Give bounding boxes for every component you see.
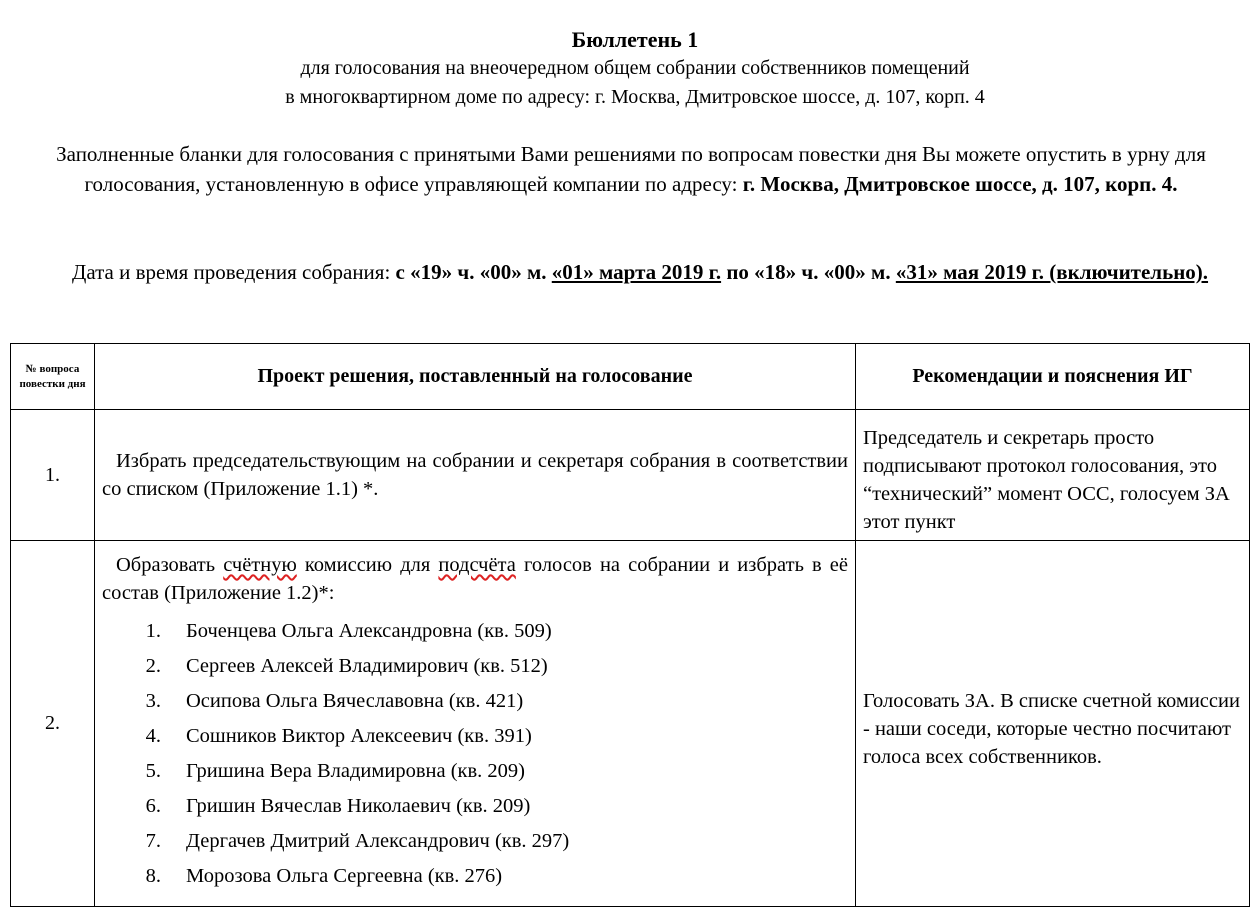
spellcheck-word: подсчёта bbox=[438, 554, 516, 576]
notice-text: Заполненные бланки для голосования с принятыми Вами решениями по вопросам повестки дня Вы можете опустить в урну для голосования, установленную в офисе управляющей компании по адресу: bbox=[56, 142, 1206, 196]
spellcheck-word: счётную bbox=[223, 554, 297, 576]
meeting-dates-label: Дата и время проведения собрания: bbox=[72, 260, 396, 284]
list-item: 4. Сошников Виктор Алексеевич (кв. 391) bbox=[145, 725, 532, 747]
meeting-dates bbox=[10, 258, 1240, 287]
header-recommendations: Рекомендации и пояснения ИГ bbox=[856, 344, 1250, 410]
question-number: 1. bbox=[11, 410, 95, 541]
agenda-table bbox=[10, 343, 1250, 907]
ballot-title: Бюллетень 1 bbox=[571, 27, 699, 52]
meeting-end-time: по «18» ч. «00» м. bbox=[721, 260, 896, 284]
decision-project-text: Избрать председательствующим на собрании и секретаря собрания в соответствии со списком (Приложение 1.1) *. bbox=[95, 410, 856, 541]
header-decision-project: Проект решения, поставленный на голосование bbox=[95, 344, 856, 410]
list-item: 1. Боченцева Ольга Александровна (кв. 509) bbox=[145, 620, 552, 642]
header-question-number: № вопроса повестки дня bbox=[11, 344, 95, 410]
list-item: 8. Морозова Ольга Сергеевна (кв. 276) bbox=[145, 865, 503, 887]
meeting-start-date: «01» марта 2019 г. bbox=[551, 260, 722, 284]
recommendation-text: Голосовать ЗА. В списке счетной комиссии - наши соседи, которые честно посчитают голоса всех собственников. bbox=[856, 541, 1250, 907]
ballot-subtitle-line-2: в многоквартирном доме по адресу: г. Москва, Дмитровское шоссе, д. 107, корп. 4 bbox=[285, 86, 985, 108]
list-item: 2. Сергеев Алексей Владимирович (кв. 512) bbox=[145, 655, 548, 677]
ballot-header bbox=[0, 26, 1257, 112]
table-row bbox=[11, 541, 1250, 907]
list-item: 3. Осипова Ольга Вячеславовна (кв. 421) bbox=[145, 690, 524, 712]
list-item: 7. Дергачев Дмитрий Александрович (кв. 297) bbox=[145, 830, 570, 852]
recommendation-text: Председатель и секретарь просто подписывают протокол голосования, это “технический” момент ОСС, голосуем ЗА этот пункт bbox=[856, 410, 1250, 541]
submission-notice bbox=[20, 139, 1242, 199]
counting-commission-list bbox=[102, 614, 848, 894]
meeting-start-time: с «19» ч. «00» м. bbox=[395, 260, 552, 284]
question-number: 2. bbox=[11, 541, 95, 907]
list-item: 5. Гришина Вера Владимировна (кв. 209) bbox=[145, 760, 525, 782]
table-row bbox=[11, 410, 1250, 541]
table-header-row bbox=[11, 344, 1250, 410]
decision-project-text: Образовать счётную комиссию для подсчёта голосов на собрании и избрать в её состав (Приложение 1.2)*: 1. Боченцева Ольга Александровна (кв. 509) 2. Сергеев Алексей Владимирович (кв. 512) 3. Осипова Ольга Вячеславовна (кв. 421) 4. Сошников Виктор Алексеевич (кв. 391) 5. Гришина Вера Владимировна (кв. 209) 6. Гришин Вячеслав Николаевич (кв. 209) 7. Дергачев Дмитрий Александрович (кв. 297) 8. Морозова Ольга Сергеевна (кв. 276) bbox=[95, 541, 856, 907]
ballot-subtitle-line-1: для голосования на внеочередном общем собрании собственников помещений bbox=[300, 57, 970, 79]
list-item: 6. Гришин Вячеслав Николаевич (кв. 209) bbox=[145, 795, 531, 817]
office-address: г. Москва, Дмитровское шоссе, д. 107, корп. 4. bbox=[742, 172, 1178, 196]
meeting-end-date: «31» мая 2019 г. (включительно). bbox=[895, 260, 1209, 284]
